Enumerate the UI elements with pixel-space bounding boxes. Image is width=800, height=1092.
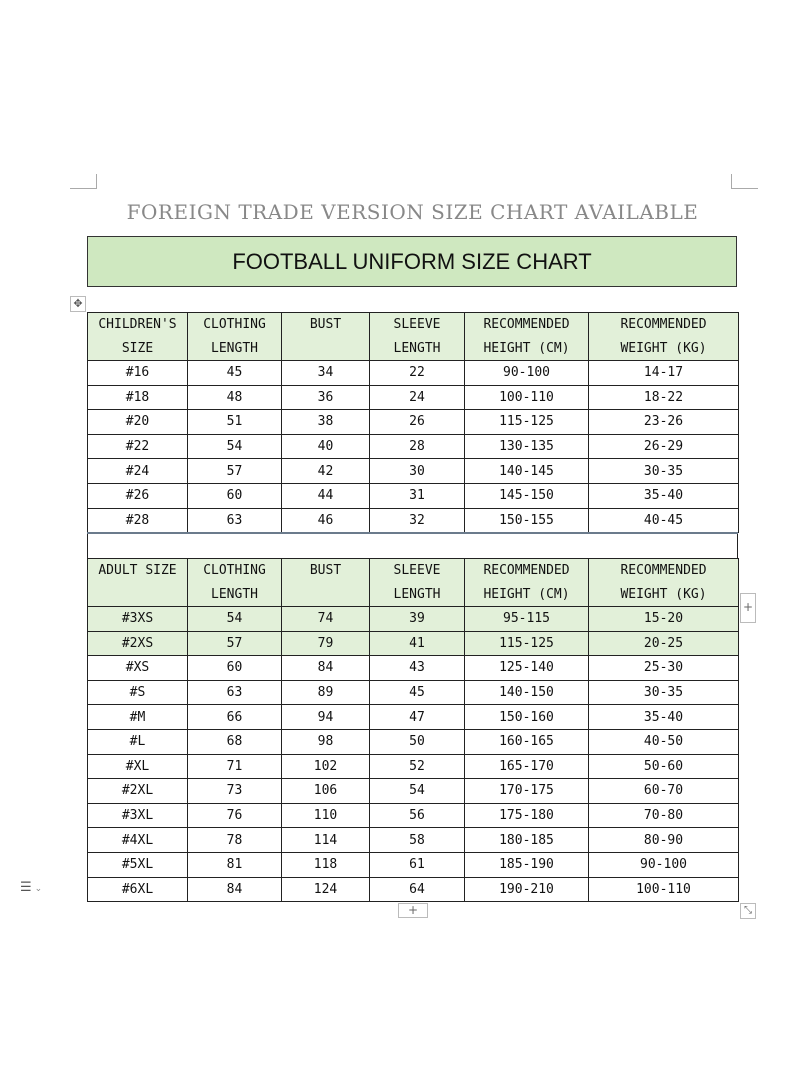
header-line: RECOMMENDED	[483, 563, 570, 578]
header-line: RECOMMENDED	[620, 317, 707, 332]
add-row-icon[interactable]: +	[398, 903, 428, 918]
table-cell[interactable]: 40	[282, 434, 370, 459]
table-cell[interactable]: 185-190	[465, 852, 589, 877]
table-cell[interactable]: 70-80	[589, 803, 739, 828]
table-cell[interactable]: 57	[188, 459, 282, 484]
table-cell[interactable]: 73	[188, 779, 282, 804]
table-cell[interactable]: 180-185	[465, 828, 589, 853]
table-cell[interactable]: #20	[88, 410, 188, 435]
header-line: ADULT SIZE	[98, 563, 177, 578]
table-cell[interactable]: 40-45	[589, 508, 739, 533]
table-cell[interactable]: 190-210	[465, 877, 589, 902]
table-cell[interactable]: #5XL	[88, 852, 188, 877]
table-cell[interactable]: #28	[88, 508, 188, 533]
table-cell[interactable]: #2XS	[88, 631, 188, 656]
table-cell[interactable]: 41	[370, 631, 465, 656]
header-line: RECOMMENDED	[620, 563, 707, 578]
page-heading: FOREIGN TRADE VERSION SIZE CHART AVAILABLE	[126, 200, 699, 224]
table-cell[interactable]: 63	[188, 680, 282, 705]
table-cell[interactable]: #22	[88, 434, 188, 459]
table-cell[interactable]: 61	[370, 852, 465, 877]
table-cell[interactable]: #4XL	[88, 828, 188, 853]
table-cell[interactable]: 24	[370, 385, 465, 410]
table-cell[interactable]: #S	[88, 680, 188, 705]
table-cell[interactable]: 54	[188, 607, 282, 632]
table-move-icon[interactable]: ✥	[70, 296, 86, 312]
table-cell[interactable]: 100-110	[589, 877, 739, 902]
column-header	[88, 313, 188, 361]
table-cell[interactable]: 140-145	[465, 459, 589, 484]
table-row	[88, 680, 739, 705]
header-line: LENGTH	[211, 340, 258, 356]
header-line: RECOMMENDED	[483, 317, 570, 332]
table-cell[interactable]: 74	[282, 607, 370, 632]
table-cell[interactable]: #L	[88, 729, 188, 754]
header-line: BUST	[309, 563, 342, 578]
table-cell[interactable]: 94	[282, 705, 370, 730]
table-row	[88, 631, 739, 656]
table-cell[interactable]: 54	[370, 779, 465, 804]
table-cell[interactable]: 58	[370, 828, 465, 853]
table-cell[interactable]: 54	[188, 434, 282, 459]
table-cell[interactable]: 66	[188, 705, 282, 730]
table-row	[88, 803, 739, 828]
column-header	[282, 313, 370, 361]
header-line: CHILDREN'S	[98, 317, 177, 332]
table-cell[interactable]: 160-165	[465, 729, 589, 754]
table-cell[interactable]: 44	[282, 483, 370, 508]
table-cell[interactable]: 43	[370, 656, 465, 681]
table-row	[88, 705, 739, 730]
table-cell[interactable]: 38	[282, 410, 370, 435]
header-line: BUST	[309, 317, 342, 332]
table-resize-icon[interactable]: ⤡	[740, 903, 756, 919]
table-cell[interactable]: 26	[370, 410, 465, 435]
chevron-down-icon[interactable]: ⌄	[34, 884, 43, 894]
table-cell[interactable]: #6XL	[88, 877, 188, 902]
table-cell[interactable]: 30-35	[589, 459, 739, 484]
table-cell[interactable]: 114	[282, 828, 370, 853]
table-cell[interactable]: 32	[370, 508, 465, 533]
table-cell[interactable]: 23-26	[589, 410, 739, 435]
table-cell[interactable]: 25-30	[589, 656, 739, 681]
table-cell[interactable]: 50	[370, 729, 465, 754]
table-cell[interactable]: #M	[88, 705, 188, 730]
table-row	[88, 459, 739, 484]
add-column-icon[interactable]: +	[740, 593, 756, 623]
table-cell[interactable]: 98	[282, 729, 370, 754]
table-cell[interactable]: 71	[188, 754, 282, 779]
table-cell[interactable]: 60	[188, 656, 282, 681]
table-cell[interactable]: 50-60	[589, 754, 739, 779]
table-cell[interactable]: 20-25	[589, 631, 739, 656]
table-cell[interactable]: 45	[188, 361, 282, 386]
table-cell[interactable]: 84	[188, 877, 282, 902]
table-cell[interactable]: 60-70	[589, 779, 739, 804]
table-cell[interactable]: 15-20	[589, 607, 739, 632]
table-cell[interactable]: 115-125	[465, 631, 589, 656]
table-cell[interactable]: 150-155	[465, 508, 589, 533]
table-cell[interactable]: 140-150	[465, 680, 589, 705]
header-line: SIZE	[121, 340, 154, 356]
table-cell[interactable]: 26-29	[589, 434, 739, 459]
table-cell[interactable]: 31	[370, 483, 465, 508]
table-cell[interactable]: 63	[188, 508, 282, 533]
table-cell[interactable]: #26	[88, 483, 188, 508]
column-header	[188, 313, 282, 361]
column-header	[282, 559, 370, 607]
children-size-table	[87, 312, 739, 533]
page-corner-mark-top-right	[731, 174, 758, 189]
header-line: LENGTH	[211, 586, 258, 602]
table-cell[interactable]: 106	[282, 779, 370, 804]
table-cell[interactable]: 64	[370, 877, 465, 902]
header-line: SLEEVE	[393, 563, 441, 578]
table-cell[interactable]: 28	[370, 434, 465, 459]
table-cell[interactable]: 60	[188, 483, 282, 508]
table-cell[interactable]: #3XL	[88, 803, 188, 828]
table-cell[interactable]: 51	[188, 410, 282, 435]
table-cell[interactable]: 100-110	[465, 385, 589, 410]
table-header-row	[88, 313, 739, 361]
table-cell[interactable]: 118	[282, 852, 370, 877]
table-cell[interactable]: 110	[282, 803, 370, 828]
table-row	[88, 852, 739, 877]
header-line: WEIGHT (KG)	[620, 586, 707, 602]
table-row	[88, 607, 739, 632]
table-cell[interactable]: 79	[282, 631, 370, 656]
table-cell[interactable]: 150-160	[465, 705, 589, 730]
table-cell[interactable]: 175-180	[465, 803, 589, 828]
column-header	[188, 559, 282, 607]
table-cell[interactable]: 57	[188, 631, 282, 656]
table-cell[interactable]: 95-115	[465, 607, 589, 632]
table-cell[interactable]: 124	[282, 877, 370, 902]
table-cell[interactable]: 47	[370, 705, 465, 730]
table-row	[88, 729, 739, 754]
table-cell[interactable]: 84	[282, 656, 370, 681]
table-header-row	[88, 559, 739, 607]
table-cell[interactable]: 68	[188, 729, 282, 754]
table-cell[interactable]: 76	[188, 803, 282, 828]
table-cell[interactable]: 46	[282, 508, 370, 533]
table-cell[interactable]: 30	[370, 459, 465, 484]
table-cell[interactable]: 39	[370, 607, 465, 632]
table-cell[interactable]: 102	[282, 754, 370, 779]
table-row	[88, 410, 739, 435]
table-cell[interactable]: #2XL	[88, 779, 188, 804]
table-cell[interactable]: 36	[282, 385, 370, 410]
table-row	[88, 754, 739, 779]
table-cell[interactable]: 40-50	[589, 729, 739, 754]
table-cell[interactable]: 81	[188, 852, 282, 877]
table-cell[interactable]: #24	[88, 459, 188, 484]
table-cell[interactable]: 90-100	[589, 852, 739, 877]
table-cell[interactable]: 18-22	[589, 385, 739, 410]
header-line: SLEEVE	[393, 317, 441, 332]
table-row	[88, 508, 739, 533]
table-cell[interactable]: 45	[370, 680, 465, 705]
column-header	[589, 559, 739, 607]
header-line: CLOTHING	[203, 317, 266, 332]
column-header	[465, 559, 589, 607]
table-cell[interactable]: 52	[370, 754, 465, 779]
table-cell[interactable]: 170-175	[465, 779, 589, 804]
table-row	[88, 779, 739, 804]
table-cell[interactable]: 35-40	[589, 705, 739, 730]
table-row	[88, 361, 739, 386]
table-cell[interactable]: 89	[282, 680, 370, 705]
table-cell[interactable]: 115-125	[465, 410, 589, 435]
adult-size-table	[87, 558, 739, 902]
table-cell[interactable]: 30-35	[589, 680, 739, 705]
table-cell[interactable]: #XS	[88, 656, 188, 681]
table-cell[interactable]: 48	[188, 385, 282, 410]
header-line: HEIGHT (CM)	[483, 586, 570, 602]
table-cell[interactable]: 78	[188, 828, 282, 853]
table-row	[88, 828, 739, 853]
column-header	[370, 559, 465, 607]
column-header	[465, 313, 589, 361]
table-cell[interactable]: 130-135	[465, 434, 589, 459]
size-chart-title: FOOTBALL UNIFORM SIZE CHART	[87, 236, 737, 287]
header-line: WEIGHT (KG)	[620, 340, 707, 356]
page-corner-mark-top-left	[70, 174, 97, 189]
table-cell[interactable]: 34	[282, 361, 370, 386]
table-row	[88, 434, 739, 459]
table-cell[interactable]: 22	[370, 361, 465, 386]
table-row	[88, 877, 739, 902]
table-cell[interactable]: 80-90	[589, 828, 739, 853]
paragraph-options-icon[interactable]: ☰ ⌄	[20, 880, 43, 895]
table-cell[interactable]: #18	[88, 385, 188, 410]
header-line: LENGTH	[393, 586, 441, 602]
empty-separator-row	[87, 534, 738, 558]
table-cell[interactable]: 165-170	[465, 754, 589, 779]
table-row	[88, 656, 739, 681]
header-line: LENGTH	[393, 340, 441, 356]
table-cell[interactable]: #16	[88, 361, 188, 386]
column-header	[589, 313, 739, 361]
header-line: CLOTHING	[203, 563, 266, 578]
table-cell[interactable]: 125-140	[465, 656, 589, 681]
table-cell[interactable]: 35-40	[589, 483, 739, 508]
table-cell[interactable]: #XL	[88, 754, 188, 779]
table-cell[interactable]: 56	[370, 803, 465, 828]
column-header	[88, 559, 188, 607]
table-cell[interactable]: 14-17	[589, 361, 739, 386]
table-cell[interactable]: 42	[282, 459, 370, 484]
table-cell[interactable]: 90-100	[465, 361, 589, 386]
header-line: HEIGHT (CM)	[483, 340, 570, 356]
column-header	[370, 313, 465, 361]
table-row	[88, 483, 739, 508]
table-cell[interactable]: 145-150	[465, 483, 589, 508]
table-cell[interactable]: #3XS	[88, 607, 188, 632]
table-row	[88, 385, 739, 410]
